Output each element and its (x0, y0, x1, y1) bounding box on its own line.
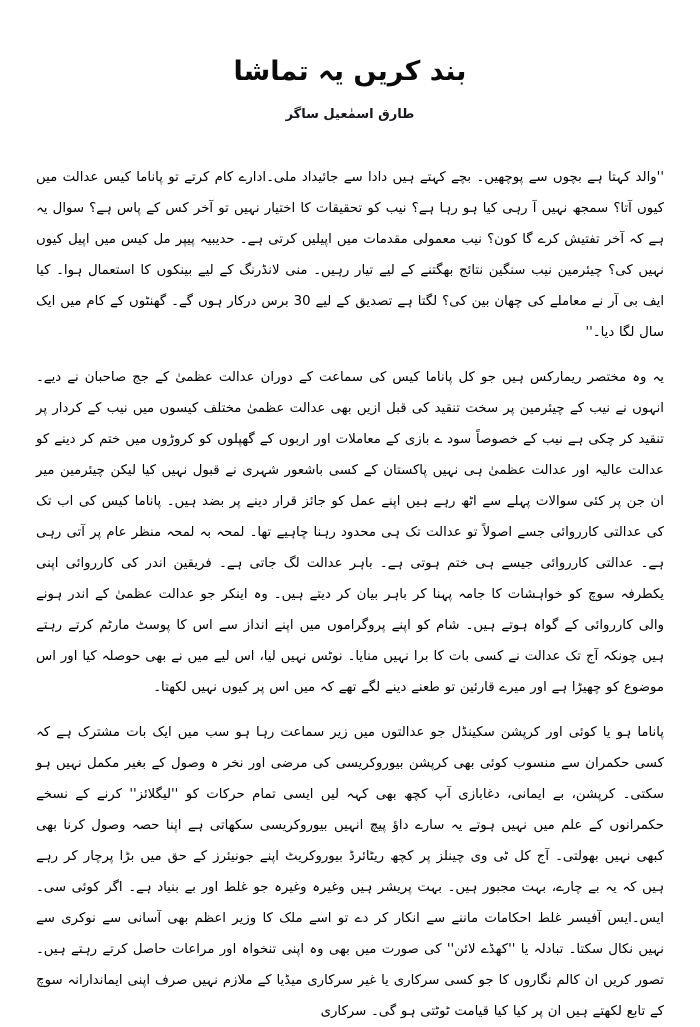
article-body (0, 122, 700, 1027)
author-byline: طارق اسمٰعیل ساگر (285, 106, 415, 122)
document-header (0, 0, 700, 122)
paragraph-3: پاناما ہو یا کوئی اور کرپشن سکینڈل جو عدالتوں میں زیر سماعت رہا ہو سب میں ایک بات مشترک ہے کہ کسی حکمران سے منسوب کوئی بھی کرپشن بیوروکریسی کی مرضی اور نخر ہ وصول کے بغیر مکمل نہیں ہو سکتی۔ کرپشن، بے ایمانی، دغابازی آپ کچھ بھی کہہ لیں ایسی تمام حرکات کو ''لیگلائز'' کرنے کے نسخے حکمرانوں کے علم میں نہیں ہوتے یہ سارے داؤ پیچ انہیں بیوروکریسی سکھاتی ہے اپنا حصہ وصول کرنا بھی کبھی نہیں بھولتی۔ آج کل ٹی وی چینلز پر کچھ ریٹائرڈ بیوروکریٹ اپنے جونیئرز کے حق میں بڑا پرچار کر رہے ہیں کہ یہ بے چارے، بہت مجبور ہیں۔ بہت پریشر ہیں وغیرہ وغیرہ جو غلط اور بے بنیاد ہے۔ اگر کوئی سی۔ایس۔ایس آفیسر غلط احکامات ماننے سے انکار کر دے تو اسے ملک کا وزیر اعظم بھی آسانی سے نوکری سے نہیں نکال سکتا۔ تبادلہ یا ''کھڈے لائن'' کی صورت میں بھی وہ اپنی تنخواہ اور مراعات حاصل کرتے رہتے ہیں۔ تصور کریں ان کالم نگاروں کا جو کسی سرکاری یا غیر سرکاری میڈیا کے ملازم نہیں صرف اپنی ایماندارانہ سوچ کے تابع لکھتے ہیں ان پر کیا کیا قیامت ٹوٹتی ہو گی۔ سرکاری (36, 724, 664, 1019)
page-title: بند کریں یہ تماشا (233, 56, 467, 87)
paragraph-1: ''والد کہتا ہے بچوں سے پوچھیں۔ بچے کہتے ہیں دادا سے جائیداد ملی۔ادارے کام کرتے تو پاناما کیس عدالت میں کیوں آتا؟ سمجھ نہیں آ رہی کیا ہو رہا ہے؟ نیب کو تحقیقات کا اختیار نہیں تو آخر کس کے پاس ہے؟ سوال یہ ہے کہ آخر تفتیش کرے گا کون؟ نیب معمولی مقدمات میں اپیلیں کرتی ہے۔ حدیبیہ پیپر مل کیس میں اپیل کیوں نہیں کی؟ چیئرمین نیب سنگین نتائج بھگتنے کے لیے تیار رہیں۔ منی لانڈرنگ کے لیے بینکوں کا استعمال ہوا۔ کیا ایف بی آر نے معاملے کی چھان بین کی؟ لگتا ہے تصدیق کے لیے 30 برس درکار ہوں گے۔ گھنٹوں کے کام میں ایک سال لگا دیا۔'' (36, 169, 665, 340)
paragraph-2: یہ وہ مختصر ریمارکس ہیں جو کل پاناما کیس کی سماعت کے دوران عدالت عظمیٰ کے جج صاحبان نے دیے۔ انہوں نے نیب کے چیئرمین پر سخت تنقید کی قبل ازیں بھی عدالت عظمیٰ مختلف کیسوں میں نیب کے کردار پر تنقید کر چکی ہے نیب کے خصوصاً سود ے بازی کے معاملات اور اربوں کے گھپلوں کو کروڑوں میں ختم کر دینے کو عدالت عالیہ اور عدالت عظمیٰ ہی نہیں پاکستان کے کسی باشعور شہری نے قبول نہیں کیا لیکن چیئرمین میر ان جن پر کئی سوالات پہلے سے اٹھ رہے ہیں اپنے عمل کو جائز قرار دینے پر بضد ہیں۔ پاناما کیس کی اب تک کی عدالتی کارروائی جسے اصولاً تو عدالت تک ہی محدود رہنا چاہیے تھا۔ لمحہ بہ لمحہ منظر عام پر آتی رہی ہے۔ عدالتی کارروائی جیسے ہی ختم ہوتی ہے۔ باہر عدالت لگ جاتی ہے۔ فریقین اندر کی کارروائی اپنی یکطرفہ سوچ کو خواہشات کا جامہ پہنا کر باہر بیان کر دیتے ہیں۔ وہ اینکر جو عدالت عظمیٰ کے اندر ہونے والی کارروائی کے گواہ ہوتے ہیں۔ شام کو اپنے پروگراموں میں اپنے انداز سے اس کا پوسٹ مارٹم کرتے رہتے ہیں چونکہ آج تک عدالت نے کسی بات کا برا نہیں منایا۔ نوٹس نہیں لیا، اس لیے میں نے بھی حوصلہ کیا اور اس موضوع کو چھیڑا ہے اور میرے قارئین تو طعنے دینے لگے تھے کہ میں اس پر کیوں نہیں لکھتا۔ (36, 369, 664, 695)
